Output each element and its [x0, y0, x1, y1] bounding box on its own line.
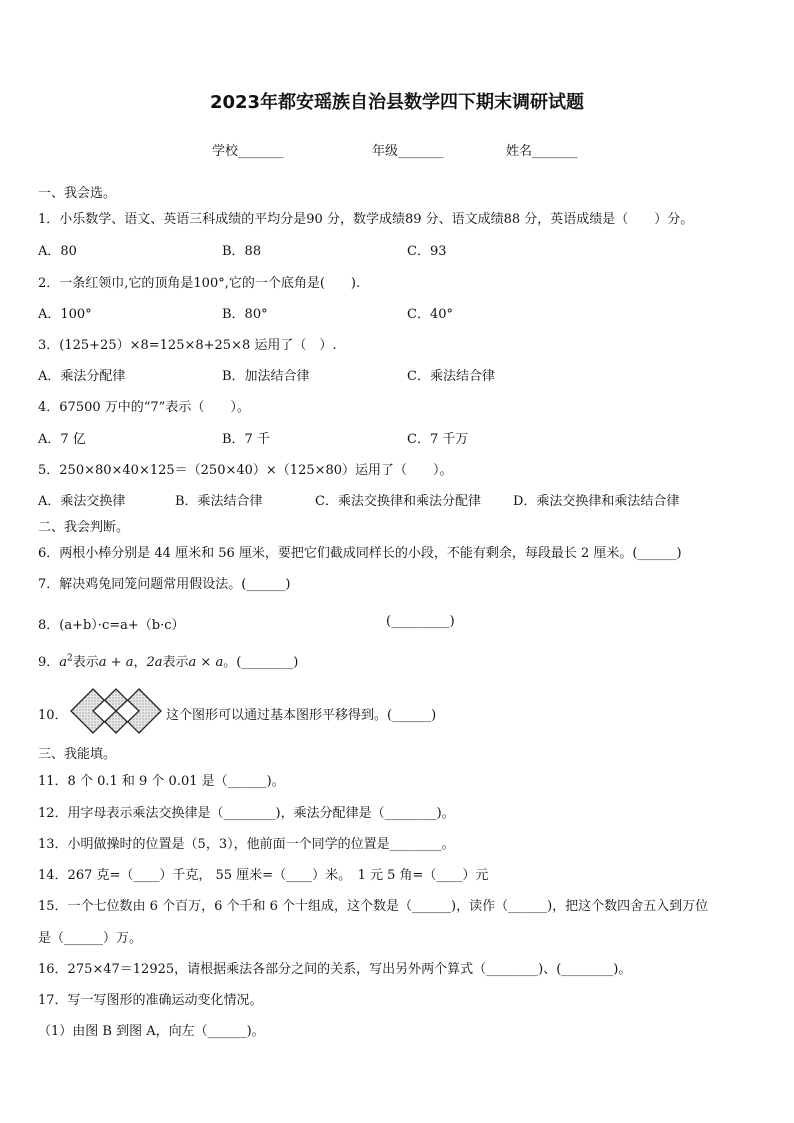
section-heading-fill: 三、我能填。	[38, 747, 117, 762]
q4-option-b: B．7 千	[222, 432, 270, 447]
question-3: 3．(125+25）×8=125×8+25×8 运用了（ ）.	[38, 338, 337, 353]
question-1: 1．小乐数学、语文、英语三科成绩的平均分是90 分，数学成绩89 分、语文成绩88 分，英语成绩是（ ）分。	[38, 212, 694, 227]
question-5: 5．250×80×40×125＝（250×40）×（125×80）运用了（ ）。	[38, 463, 453, 478]
q5-option-b: B．乘法结合律	[175, 494, 263, 509]
q9-number: 9．	[38, 655, 60, 670]
name-field: 姓名_______	[506, 144, 578, 159]
q9-end: 。(________)	[223, 655, 299, 670]
question-16: 16．275×47＝12925，请根据乘法各部分之间的关系，写出另外两个算式（________)、(________)。	[38, 962, 632, 977]
q9-a: a	[59, 655, 68, 670]
q3-option-c: C．乘法结合律	[407, 369, 495, 384]
question-12: 12．用字母表示乘法交换律是（________)，乘法分配律是（________)。	[38, 806, 455, 821]
question-2: 2．一条红领巾,它的顶角是100°,它的一个底角是( ).	[38, 276, 361, 291]
question-6: 6．两根小棒分别是 44 厘米和 56 厘米，要把它们截成同样长的小段，不能有剩余，每段最长 2 厘米。(______)	[38, 546, 682, 561]
grade-field: 年级_______	[372, 144, 444, 159]
question-9	[38, 651, 298, 670]
q1-option-c: C．93	[407, 244, 447, 259]
question-8: 8．(a+b）·c=a+（b·c）	[38, 618, 185, 633]
q5-option-a: A．乘法交换律	[38, 494, 126, 509]
school-field: 学校_______	[212, 144, 284, 159]
section-heading-choose: 一、我会选。	[38, 186, 117, 201]
question-7: 7．解决鸡兔同笼问题常用假设法。(______)	[38, 577, 291, 592]
q1-option-a: A．80	[38, 244, 77, 259]
q5-option-c: C．乘法交换律和乘法分配律	[315, 494, 481, 509]
question-15-line-2: 是（______）万。	[38, 931, 143, 946]
q4-option-a: A．7 亿	[38, 432, 86, 447]
question-15-line-1: 15．一个七位数由 6 个百万，6 个千和 6 个十组成，这个数是（______)，读作（______)，把这个数四舍五入到万位	[38, 899, 709, 914]
q9-2a: 2a	[146, 655, 163, 670]
q2-option-b: B．80°	[222, 307, 268, 322]
q9-separator: ，	[133, 655, 147, 670]
q5-option-d: D．乘法交换律和乘法结合律	[513, 494, 680, 509]
q9-a-times-a: a × a	[188, 655, 224, 670]
page-title: 2023年都安瑶族自治县数学四下期末调研试题	[209, 92, 585, 113]
q8-answer-blank: (_________)	[386, 614, 455, 629]
q9-text-1: 表示	[72, 655, 99, 670]
question-11: 11．8 个 0.1 和 9 个 0.01 是（______)。	[38, 774, 285, 789]
question-4: 4．67500 万中的“7”表示（ ）。	[38, 400, 250, 415]
q2-option-c: C．40°	[407, 307, 453, 322]
q3-option-a: A．乘法分配律	[38, 369, 126, 384]
question-17-part-1: （1）由图 B 到图 A，向左（______)。	[38, 1024, 265, 1039]
question-10-text: 这个图形可以通过基本图形平移得到。(______)	[166, 708, 437, 723]
question-10-number: 10．	[38, 708, 68, 723]
q2-option-a: A．100°	[38, 307, 92, 322]
diamond-pattern-figure	[70, 688, 162, 734]
question-14: 14．267 克=（____）千克， 55 厘米=（____）米。 1 元 5 角=（____）元	[38, 868, 489, 883]
q9-exponent: 2	[67, 653, 73, 664]
q1-option-b: B．88	[222, 244, 262, 259]
question-17: 17．写一写图形的准确运动变化情况。	[38, 993, 263, 1008]
question-13: 13．小明做操时的位置是（5，3），他前面一个同学的位置是________。	[38, 837, 455, 852]
q3-option-b: B．加法结合律	[222, 369, 310, 384]
q9-a-plus-a: a + a	[98, 655, 134, 670]
q4-option-c: C．7 千万	[407, 432, 469, 447]
q9-text-2: 表示	[162, 655, 189, 670]
section-heading-judge: 二、我会判断。	[38, 520, 130, 535]
